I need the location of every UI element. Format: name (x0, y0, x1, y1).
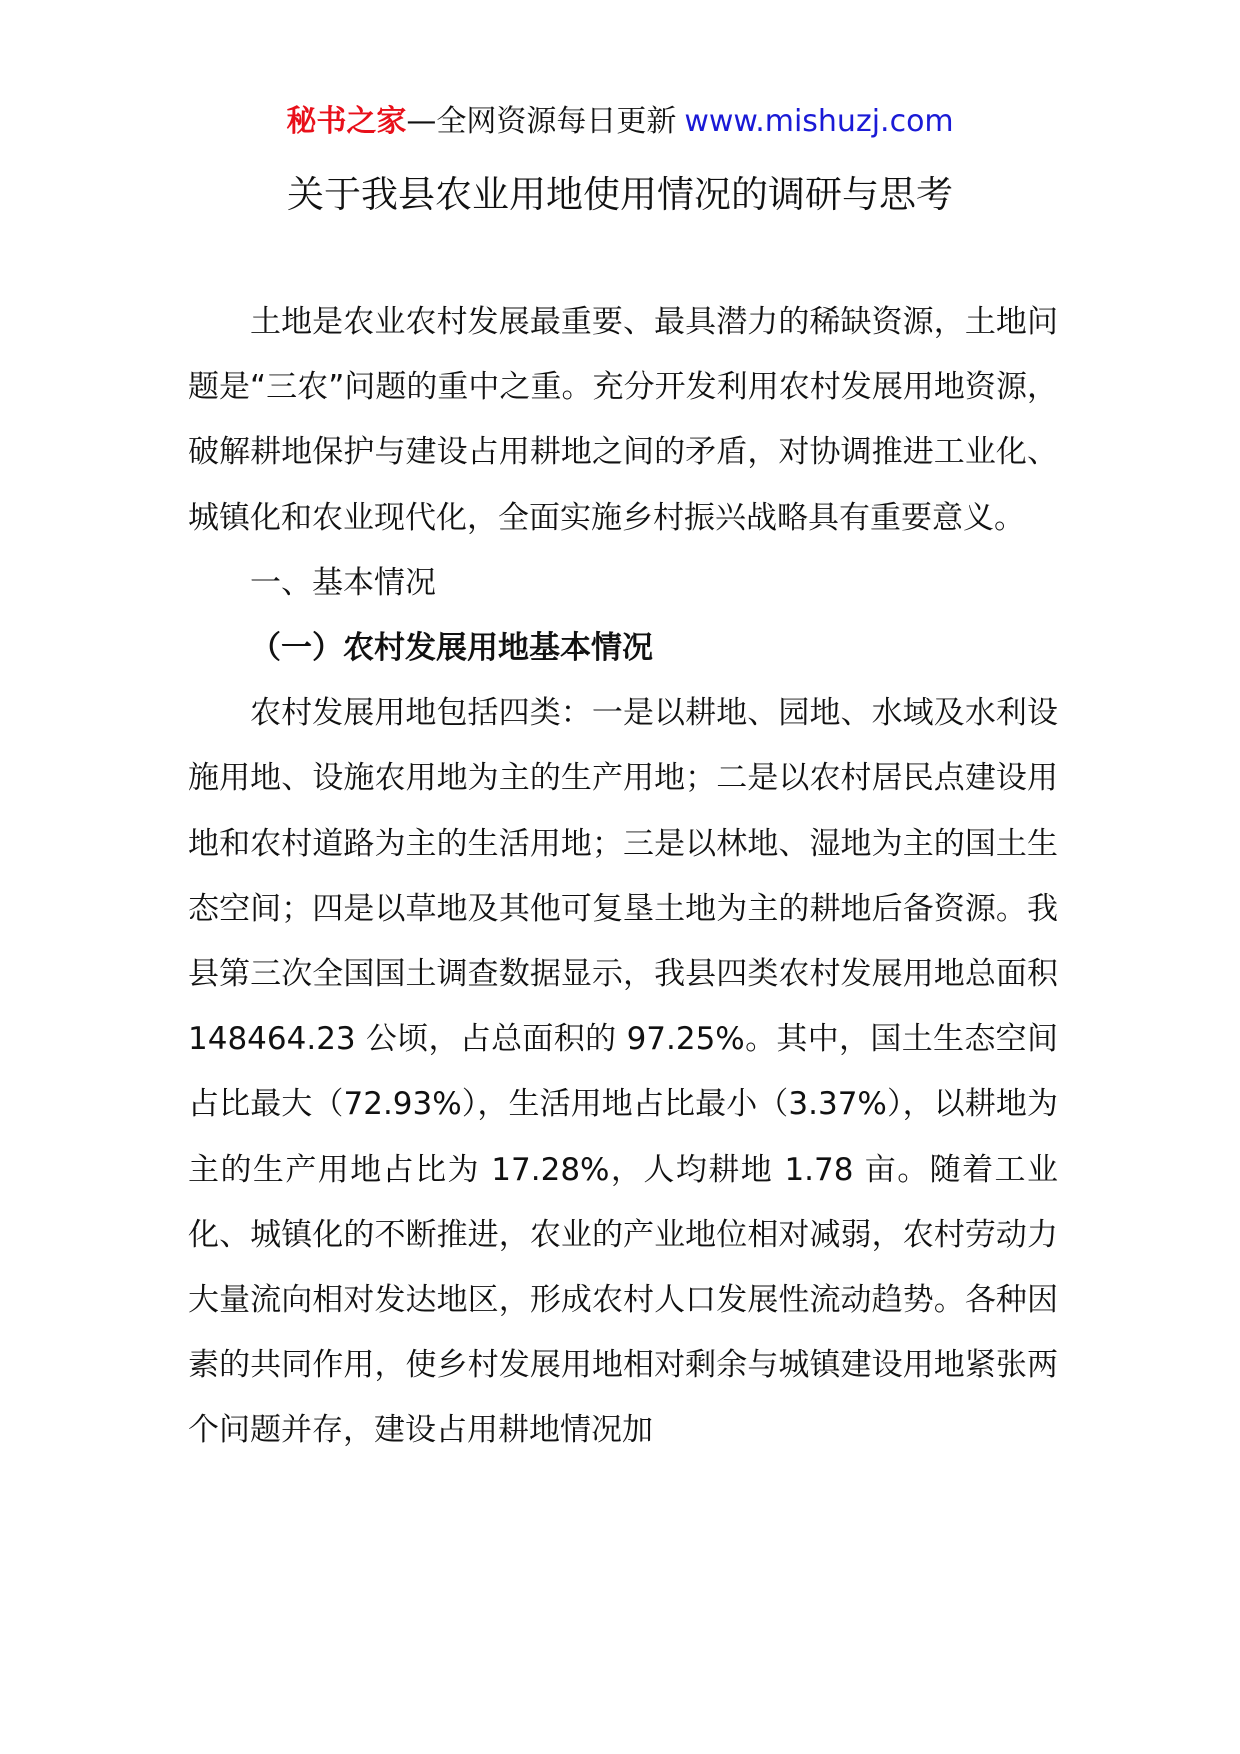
website-link[interactable]: www.mishuzj.com (684, 104, 954, 139)
intro-paragraph: 土地是农业农村发展最重要、最具潜力的稀缺资源，土地问题是“三农”问题的重中之重。充分开发利用农村发展用地资源，破解耕地保护与建设占用耕地之间的矛盾，对协调推进工业化、城镇化和农业现代化，全面实施乡村振兴战略具有重要意义。 (188, 304, 1058, 536)
subsection-paragraph: 农村发展用地包括四类：一是以耕地、园地、水域及水利设施用地、设施农用地为主的生产用地；二是以农村居民点建设用地和农村道路为主的生活用地；三是以林地、湿地为主的国土生态空间；四是以草地及其他可复垦土地为主的耕地后备资源。我县第三次全国国土调查数据显示，我县四类农村发展用地总面积 148464.23 公顷，占总面积的 97.25%。其中，国土生态空间占比最大（72.93%），生活用地占比最小（3.37%），以耕地为主的生产用地占比为 17.28%，人均耕地 1.78 亩。随着工业化、城镇化的不断推进，农业的产业地位相对减弱，农村劳动力大量流向相对发达地区，形成农村人口发展性流动趋势。各种因素的共同作用，使乡村发展用地相对剩余与城镇建设用地紧张两个问题并存，建设占用耕地情况加 (188, 695, 1058, 1449)
site-slogan: —全网资源每日更新 (406, 104, 677, 139)
document-title: 关于我县农业用地使用情况的调研与思考 (287, 173, 953, 216)
document-body (188, 290, 1058, 1464)
brand-name: 秘书之家 (286, 104, 407, 139)
site-header (0, 100, 1240, 144)
subsection-heading: （一）农村发展用地基本情况 (250, 630, 653, 667)
section-heading: 一、基本情况 (250, 564, 436, 601)
